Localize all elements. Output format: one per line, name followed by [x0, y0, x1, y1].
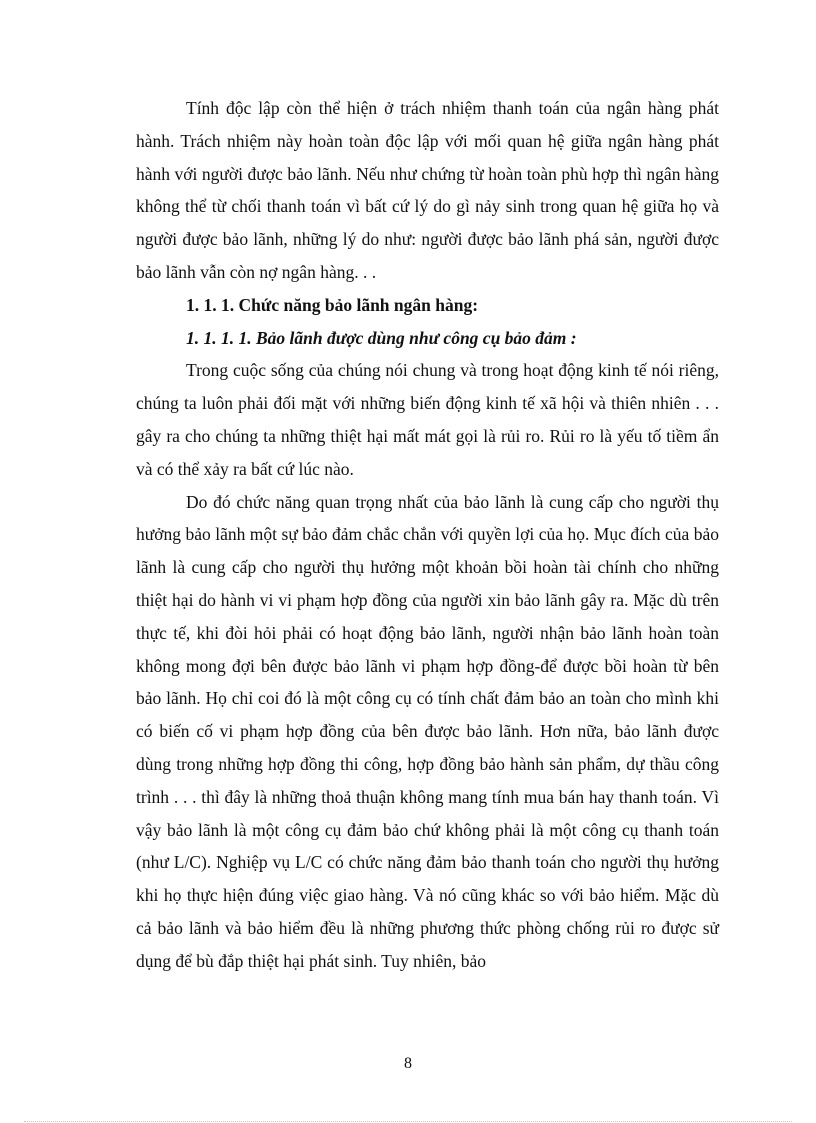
page-body — [136, 92, 719, 978]
paragraph-guarantee-function: Do đó chức năng quan trọng nhất của bảo lãnh là cung cấp cho người thụ hưởng bảo lãnh một sự bảo đảm chắc chắn với quyền lợi của họ. Mục đích của bảo lãnh là cung cấp cho người thụ hưởng một khoản bồi hoàn tài chính cho những thiệt hại do hành vi vi phạm hợp đồng của người xin bảo lãnh gây ra. Mặc dù trên thực tế, khi đòi hỏi phải có hoạt động bảo lãnh, người nhận bảo lãnh hoàn toàn không mong đợi bên được bảo lãnh vi phạm hợp đồng-để được bồi hoàn từ bên bảo lãnh. Họ chỉ coi đó là một công cụ có tính chất đảm bảo an toàn cho mình khi có biến cố vi phạm hợp đồng của bên được bảo lãnh. Hơn nữa, bảo lãnh được dùng trong những hợp đồng thi công, hợp đồng bảo hành sản phẩm, dự thầu công trình . . . thì đây là những thoả thuận không mang tính mua bán hay thanh toán. Vì vậy bảo lãnh là một công cụ đảm bảo chứ không phải là một công cụ thanh toán (như L/C). Nghiệp vụ L/C có chức năng đảm bảo thanh toán cho người thụ hưởng khi họ thực hiện đúng việc giao hàng. Và nó cũng khác so với bảo hiểm. Mặc dù cả bảo lãnh và bảo hiểm đều là những phương thức phòng chống rủi ro được sử dụng để bù đắp thiệt hại phát sinh. Tuy nhiên, bảo — [136, 491, 719, 971]
paragraph-independence: Tính độc lập còn thể hiện ở trách nhiệm thanh toán của ngân hàng phát hành. Trách nhiệm này hoàn toàn độc lập với mối quan hệ giữa ngân hàng phát hành với người được bảo lãnh. Nếu như chứng từ hoàn toàn phù hợp thì ngân hàng không thể từ chối thanh toán vì bất cứ lý do gì nảy sinh trong quan hệ giữa họ và người được bảo lãnh, những lý do như: người được bảo lãnh phá sản, người được bảo lãnh vẫn còn nợ ngân hàng. . . — [136, 98, 719, 282]
paragraph-risk: Trong cuộc sống của chúng nói chung và trong hoạt động kinh tế nói riêng, chúng ta luôn phải đối mặt với những biến động kinh tế xã hội và thiên nhiên . . . gây ra cho chúng ta những thiệt hại mất mát gọi là rủi ro. Rủi ro là yếu tố tiềm ẩn và có thể xảy ra bất cứ lúc nào. — [136, 360, 719, 479]
subsection-heading: 1. 1. 1. 1. Bảo lãnh được dùng như công cụ bảo đảm : — [186, 327, 577, 348]
page-bottom-divider — [24, 1121, 792, 1122]
section-heading: 1. 1. 1. Chức năng bảo lãnh ngân hàng: — [186, 294, 479, 315]
page-number: 8 — [404, 1055, 412, 1072]
